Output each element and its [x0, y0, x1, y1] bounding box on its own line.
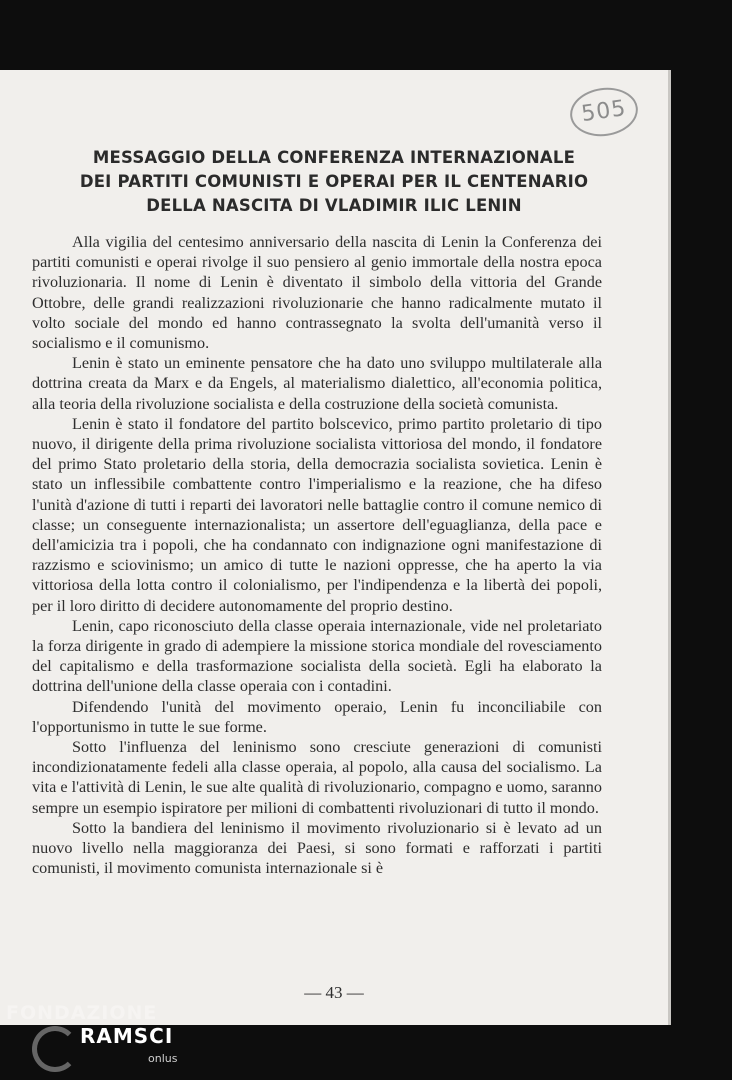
- body-text: [32, 232, 602, 879]
- title-line-2: DEI PARTITI COMUNISTI E OPERAI PER IL CENTENARIO: [79, 172, 589, 191]
- page-edge: [668, 70, 671, 1025]
- watermark-g-icon: [32, 1026, 78, 1072]
- paragraph: Sotto la bandiera del leninismo il movimento rivoluzionario si è levato ad un nuovo livello nella maggioranza dei Paesi, si sono formati e rafforzati i partiti comunisti, il movimento comunista internazionale si è: [32, 818, 602, 878]
- title-line-3: DELLA NASCITA DI VLADIMIR ILIC LENIN: [146, 196, 522, 215]
- title-line-1: MESSAGGIO DELLA CONFERENZA INTERNAZIONALE: [92, 148, 576, 167]
- paragraph: Alla vigilia del centesimo anniversario della nascita di Lenin la Conferenza dei partiti comunisti e operai rivolge il suo pensiero al genio immortale della nostra epoca rivoluzionaria. Il nome di Lenin è diventato il simbolo della vittoria del Grande Ottobre, delle grandi realizzazioni rivoluzionarie che hanno radicalmente mutato il volto sociale del mondo ed hanno contrassegnato la svolta dell'umanità verso il socialismo e il comunismo.: [32, 233, 602, 353]
- paragraph: Lenin, capo riconosciuto della classe operaia internazionale, vide nel proletariato la forza dirigente in grado di adempiere la missione storica mondiale del rovesciamento del capitalismo e della trasformazione socialista della società. Egli ha elaborato la dottrina dell'unione della classe operaia con i contadini.: [32, 616, 602, 696]
- watermark-logo: [0, 1000, 180, 1080]
- page-number: — 43 —: [304, 983, 364, 1002]
- paragraph: Lenin è stato un eminente pensatore che ha dato uno sviluppo multilaterale alla dottrina creata da Marx e da Engels, al materialismo dialettico, all'economia politica, alla teoria della rivoluzione socialista e della costruzione della società comunista.: [32, 354, 602, 413]
- document-title: [60, 146, 608, 218]
- watermark-sub: onlus: [148, 1052, 178, 1065]
- watermark-name: RAMSCI: [80, 1024, 174, 1048]
- faint-stamp: [20, 92, 68, 128]
- paragraph: Difendendo l'unità del movimento operaio, Lenin fu inconciliabile con l'opportunismo in tutte le sue forme.: [32, 697, 602, 736]
- archive-number-stamp: 505: [567, 84, 641, 141]
- paragraph: Lenin è stato il fondatore del partito bolscevico, primo partito proletario di tipo nuovo, il dirigente della prima rivoluzione socialista vittoriosa del mondo, il fondatore del primo Stato proletario della storia, della democrazia socialista sovietica. Lenin è stato un inflessibile combattente contro l'imperialismo e la reazione, che ha difeso l'unità d'azione di tutti i reparti dei lavoratori nelle battaglie contro il comune nemico di classe; un conseguente internazionalista; un assertore dell'eguaglianza, della pace e dell'amicizia tra i popoli, che ha condannato con indignazione ogni manifestazione di razzismo e sciovinismo; un amico di tutte le nazioni oppresse, che ha aperto la via vittoriosa della lotta contro il colonialismo, per l'indipendenza e la libertà dei popoli, per il loro diritto di decidere autonomamente del proprio destino.: [32, 414, 602, 615]
- paragraph: Sotto l'influenza del leninismo sono cresciute generazioni di comunisti incondizionatamente fedeli alla classe operaia, al popolo, alla causa del socialismo. La vita e l'attività di Lenin, le sue alte qualità di rivoluzionario, compagno e uomo, saranno sempre un esempio ispiratore per milioni di combattenti rivoluzionari di tutto il mondo.: [32, 738, 602, 817]
- watermark-top-text: FONDAZIONE: [6, 1002, 158, 1024]
